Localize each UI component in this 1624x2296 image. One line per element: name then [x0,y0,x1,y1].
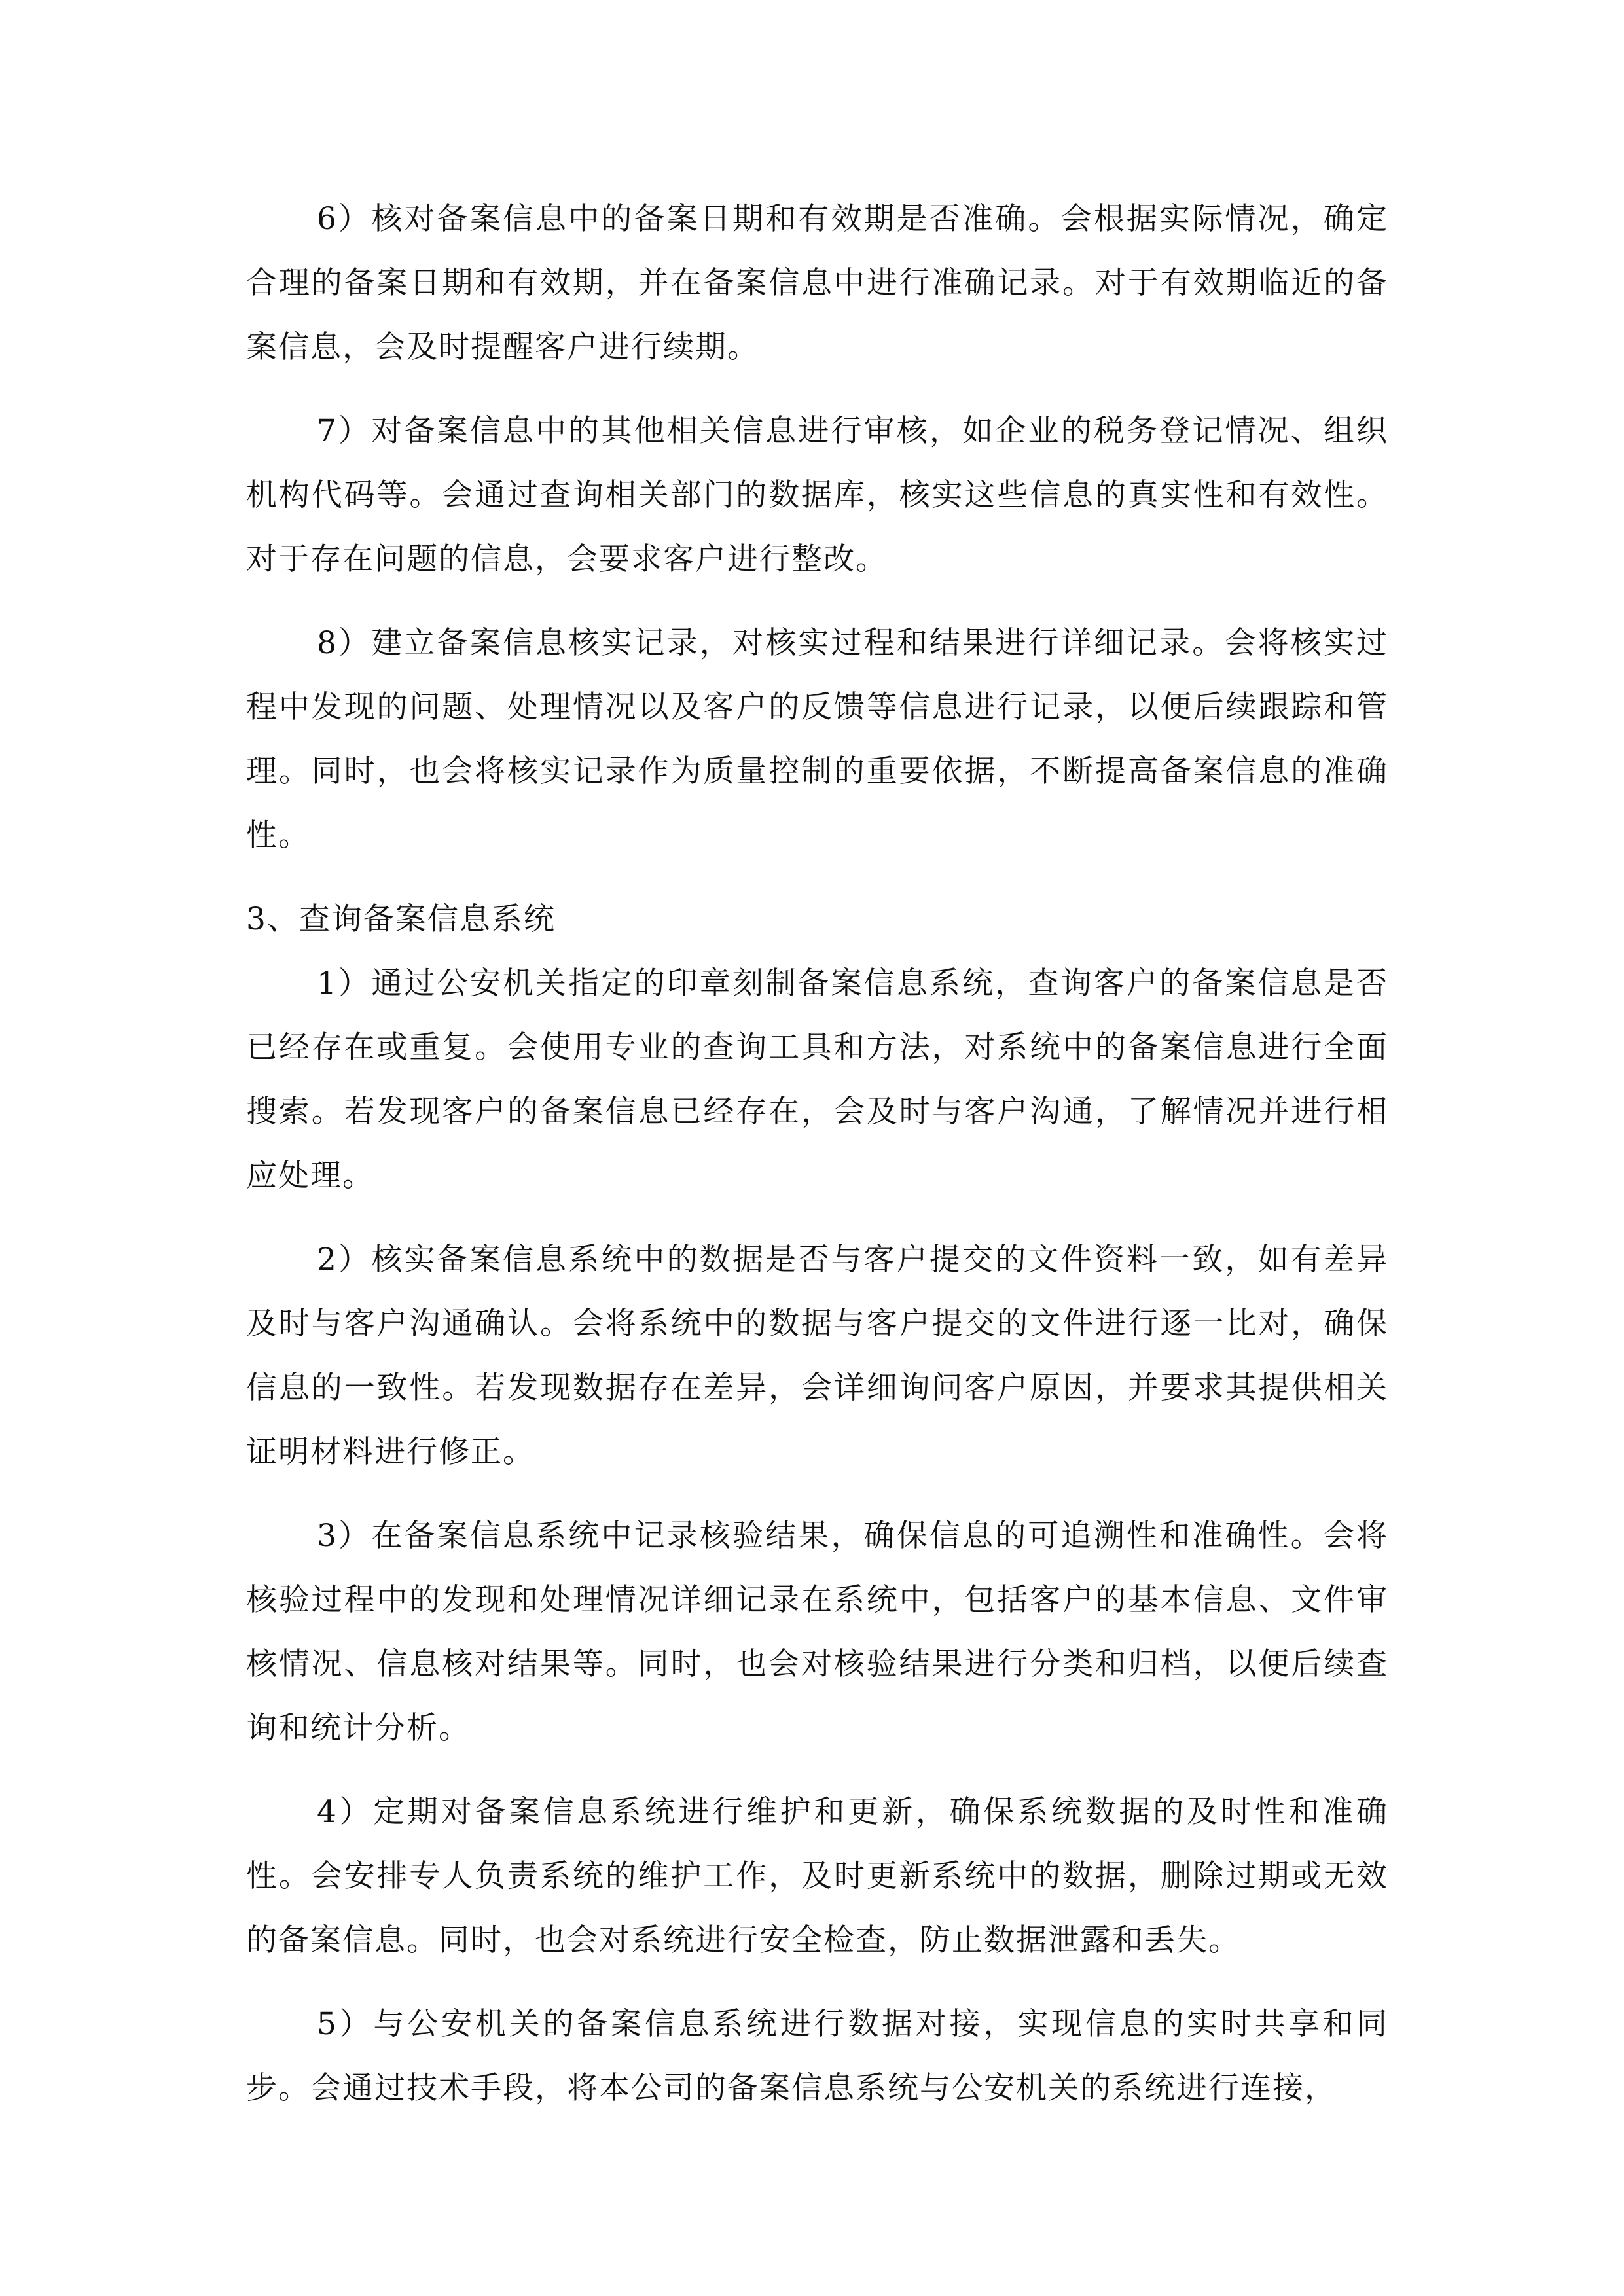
paragraph-item-1: 1）通过公安机关指定的印章刻制备案信息系统，查询客户的备案信息是否已经存在或重复。会使用专业的查询工具和方法，对系统中的备案信息进行全面搜索。若发现客户的备案信息已经存在，会及时与客户沟通，了解情况并进行相应处理。 [246,965,1388,1194]
paragraph-item-4: 4）定期对备案信息系统进行维护和更新，确保系统数据的及时性和准确性。会安排专人负责系统的维护工作，及时更新系统中的数据，删除过期或无效的备案信息。同时，也会对系统进行安全检查，防止数据泄露和丢失。 [246,1794,1388,1958]
section-heading-query-system: 3、查询备案信息系统 [246,901,556,937]
paragraph-section-6: 6）核对备案信息中的备案日期和有效期是否准确。会根据实际情况，确定合理的备案日期和有效期，并在备案信息中进行准确记录。对于有效期临近的备案信息，会及时提醒客户进行续期。 [246,201,1388,365]
document-body [246,187,1388,2140]
paragraph-section-7: 7）对备案信息中的其他相关信息进行审核，如企业的税务登记情况、组织机构代码等。会通过查询相关部门的数据库，核实这些信息的真实性和有效性。对于存在问题的信息，会要求客户进行整改。 [246,413,1388,577]
paragraph-item-2: 2）核实备案信息系统中的数据是否与客户提交的文件资料一致，如有差异及时与客户沟通确认。会将系统中的数据与客户提交的文件进行逐一比对，确保信息的一致性。若发现数据存在差异，会详细询问客户原因，并要求其提供相关证明材料进行修正。 [246,1242,1388,1470]
paragraph-item-3: 3）在备案信息系统中记录核验结果，确保信息的可追溯性和准确性。会将核验过程中的发现和处理情况详细记录在系统中，包括客户的基本信息、文件审核情况、信息核对结果等。同时，也会对核验结果进行分类和归档，以便后续查询和统计分析。 [246,1518,1388,1746]
paragraph-item-5: 5）与公安机关的备案信息系统进行数据对接，实现信息的实时共享和同步。会通过技术手段，将本公司的备案信息系统与公安机关的系统进行连接， [246,2006,1388,2106]
paragraph-section-8: 8）建立备案信息核实记录，对核实过程和结果进行详细记录。会将核实过程中发现的问题、处理情况以及客户的反馈等信息进行记录，以便后续跟踪和管理。同时，也会将核实记录作为质量控制的重要依据，不断提高备案信息的准确性。 [246,625,1388,853]
